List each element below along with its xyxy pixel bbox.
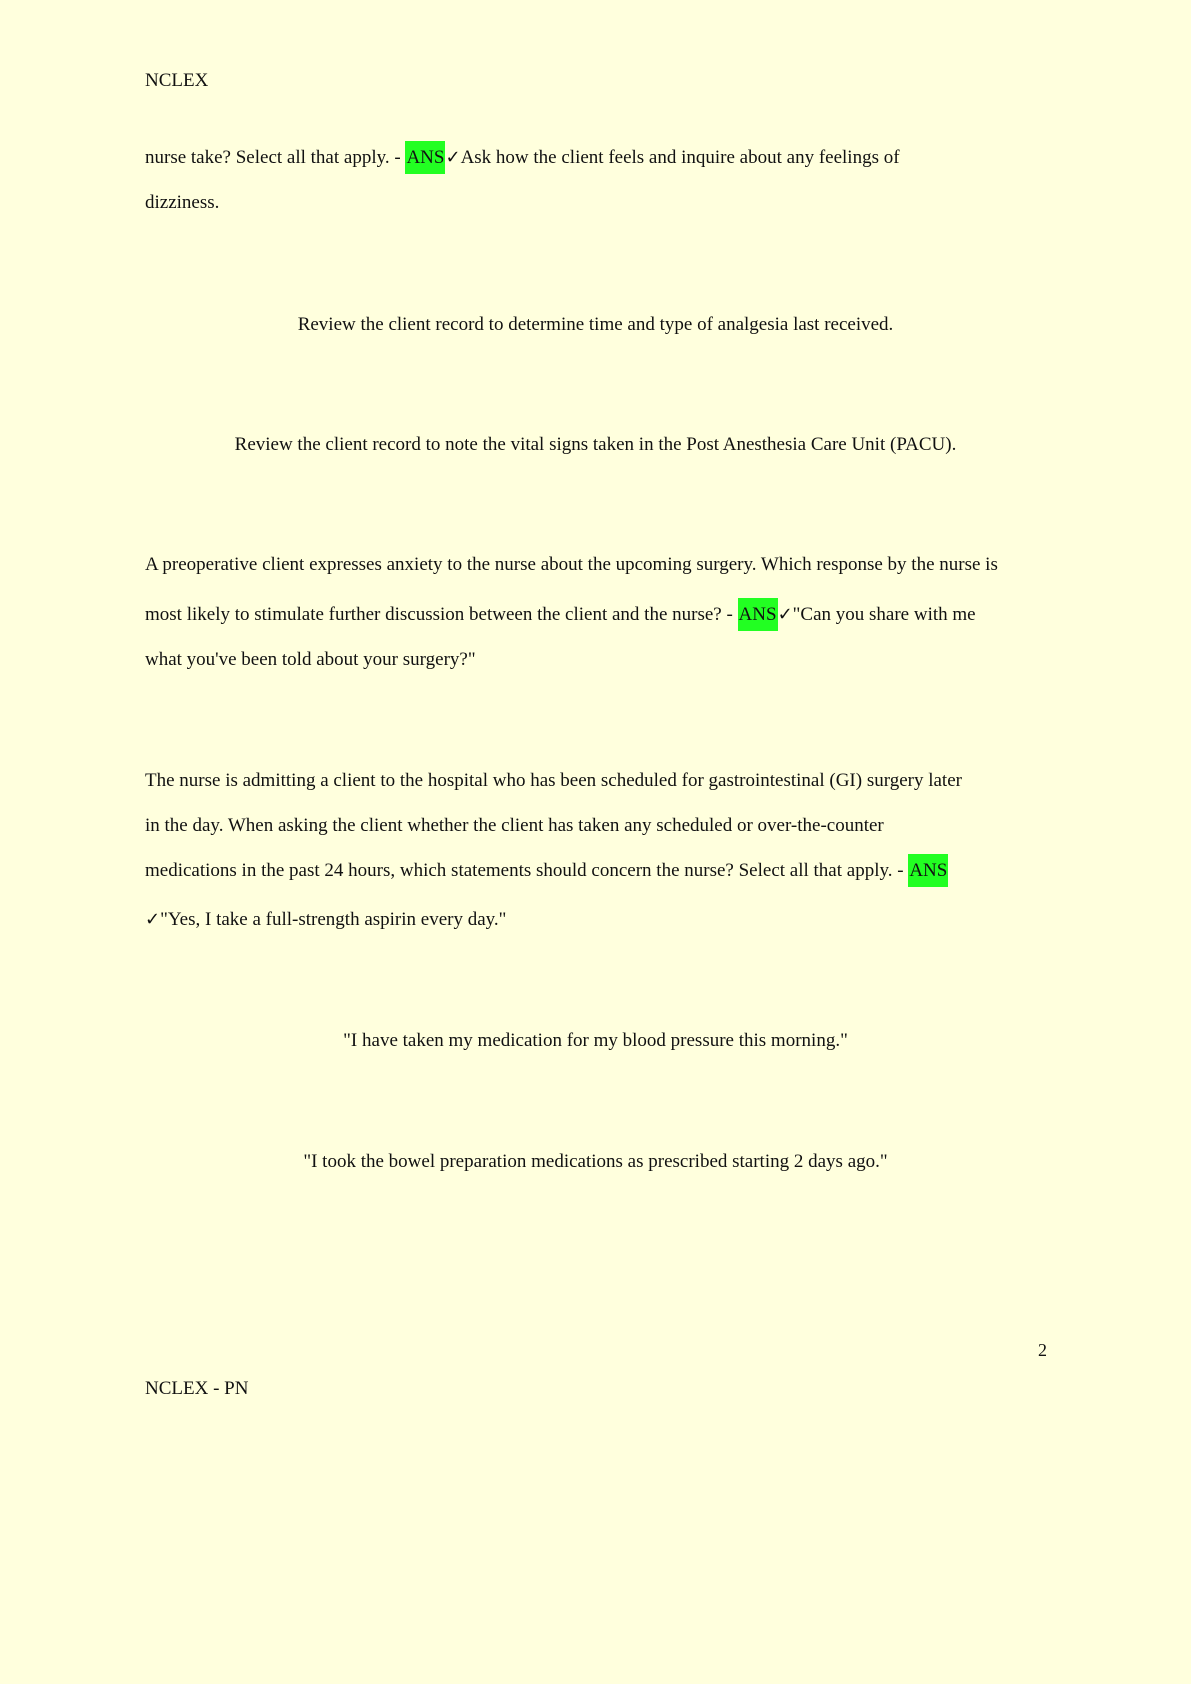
q1-option-1: Review the client record to determine time and type of analgesia last received. — [297, 314, 894, 335]
q3-question-line-1: The nurse is admitting a client to the hospital who has been scheduled for gastrointestinal (GI) surgery later — [145, 770, 962, 791]
q3-option-2: "I took the bowel preparation medications as prescribed starting 2 days ago." — [303, 1151, 888, 1172]
q3-answer-text: "Yes, I take a full-strength aspirin every day." — [160, 909, 507, 930]
q3-check-icon: ✓ — [145, 909, 161, 930]
q3-question-line-3 — [145, 859, 948, 883]
q3-answer-line — [145, 908, 506, 932]
q2-answer-text: "Can you share with me — [792, 604, 976, 625]
q3-ans-highlight: ANS — [908, 854, 948, 887]
q2-answer-line-2: what you've been told about your surgery?" — [145, 649, 476, 670]
q3-question-line-2: in the day. When asking the client whether the client has taken any scheduled or over-the-counter — [145, 815, 884, 836]
q1-question-text: nurse take? Select all that apply. - — [145, 147, 406, 168]
q1-answer-text: Ask how the client feels and inquire about any feelings of — [460, 147, 900, 168]
q2-ans-highlight: ANS — [738, 598, 778, 631]
q1-option-2: Review the client record to note the vital signs taken in the Post Anesthesia Care Unit (PACU). — [234, 434, 957, 455]
q2-question-text: most likely to stimulate further discussion between the client and the nurse? - — [145, 604, 738, 625]
q3-question-text: medications in the past 24 hours, which statements should concern the nurse? Select all that apply. - — [145, 860, 909, 881]
q1-ans-highlight: ANS — [405, 141, 445, 174]
page-number: 2 — [1038, 1340, 1047, 1360]
q2-answer-line — [145, 603, 976, 627]
page-header-title: NCLEX — [145, 70, 209, 91]
q1-answer-line-2: dizziness. — [145, 192, 220, 213]
q1-check-icon: ✓ — [445, 147, 461, 168]
q2-check-icon: ✓ — [777, 604, 793, 625]
q3-option-1: "I have taken my medication for my blood pressure this morning." — [343, 1030, 848, 1051]
page-footer-label: NCLEX - PN — [145, 1378, 249, 1399]
q1-answer-line — [145, 146, 900, 170]
q2-question-line-1: A preoperative client expresses anxiety to the nurse about the upcoming surgery. Which response by the nurse is — [145, 554, 998, 575]
